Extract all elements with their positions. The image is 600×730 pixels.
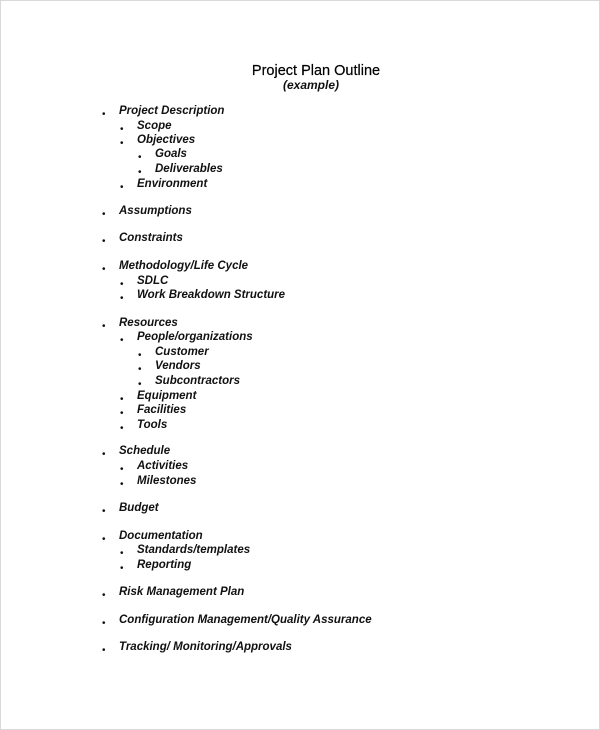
outline-item-level-2: People/organizations bbox=[137, 331, 253, 343]
bullet-icon: • bbox=[120, 335, 124, 346]
outline-item-level-2: Activities bbox=[137, 460, 189, 472]
outline-item-level-1: Schedule bbox=[119, 445, 171, 457]
outline-item-level-1: Configuration Management/Quality Assurance bbox=[119, 614, 372, 626]
bullet-icon: • bbox=[102, 590, 106, 601]
bullet-icon: • bbox=[120, 124, 124, 135]
outline-item-level-2: Milestones bbox=[137, 475, 197, 487]
outline-item-level-2: Scope bbox=[137, 120, 172, 132]
outline-item-level-2: Equipment bbox=[137, 390, 197, 402]
bullet-icon: • bbox=[138, 167, 142, 178]
outline-item-level-1: Project Description bbox=[119, 105, 225, 117]
bullet-icon: • bbox=[102, 209, 106, 220]
bullet-icon: • bbox=[138, 350, 142, 361]
bullet-icon: • bbox=[138, 364, 142, 375]
outline-item-level-2: Facilities bbox=[137, 404, 187, 416]
bullet-icon: • bbox=[120, 563, 124, 574]
bullet-icon: • bbox=[120, 138, 124, 149]
bullet-icon: • bbox=[138, 379, 142, 390]
bullet-icon: • bbox=[138, 152, 142, 163]
outline-item-level-2: Environment bbox=[137, 178, 208, 190]
outline-item-level-3: Vendors bbox=[155, 360, 201, 372]
document-title bbox=[1, 63, 600, 79]
outline-item-level-2: Reporting bbox=[137, 559, 192, 571]
bullet-icon: • bbox=[102, 618, 106, 629]
bullet-icon: • bbox=[120, 182, 124, 193]
outline-item-level-2: SDLC bbox=[137, 275, 169, 287]
bullet-icon: • bbox=[120, 279, 124, 290]
bullet-icon: • bbox=[102, 449, 106, 460]
bullet-icon: • bbox=[102, 321, 106, 332]
outline-item-level-1: Assumptions bbox=[119, 205, 192, 217]
bullet-icon: • bbox=[102, 264, 106, 275]
bullet-icon: • bbox=[120, 293, 124, 304]
bullet-icon: • bbox=[102, 236, 106, 247]
bullet-icon: • bbox=[120, 479, 124, 490]
bullet-icon: • bbox=[120, 423, 124, 434]
bullet-icon: • bbox=[102, 506, 106, 517]
outline-item-level-2: Tools bbox=[137, 419, 168, 431]
outline-item-level-2: Standards/templates bbox=[137, 544, 251, 556]
subtitle-text: (example) bbox=[282, 78, 340, 92]
outline-item-level-2: Objectives bbox=[137, 134, 196, 146]
outline-item-level-1: Tracking/ Monitoring/Approvals bbox=[119, 641, 292, 653]
outline-item-level-3: Customer bbox=[155, 346, 209, 358]
bullet-icon: • bbox=[102, 109, 106, 120]
bullet-icon: • bbox=[102, 645, 106, 656]
bullet-icon: • bbox=[120, 548, 124, 559]
bullet-icon: • bbox=[120, 394, 124, 405]
document-subtitle bbox=[1, 78, 600, 92]
outline-item-level-3: Deliverables bbox=[155, 163, 223, 175]
outline-item-level-1: Risk Management Plan bbox=[119, 586, 245, 598]
outline-item-level-1: Constraints bbox=[119, 232, 183, 244]
bullet-icon: • bbox=[120, 464, 124, 475]
bullet-icon: • bbox=[102, 534, 106, 545]
outline-item-level-1: Methodology/Life Cycle bbox=[119, 260, 249, 272]
outline-item-level-3: Goals bbox=[155, 148, 187, 160]
bullet-icon: • bbox=[120, 408, 124, 419]
outline-item-level-1: Documentation bbox=[119, 530, 203, 542]
outline-item-level-1: Budget bbox=[119, 502, 159, 514]
outline-item-level-3: Subcontractors bbox=[155, 375, 240, 387]
title-text: Project Plan Outline bbox=[251, 63, 381, 79]
outline-item-level-1: Resources bbox=[119, 317, 178, 329]
outline-item-level-2: Work Breakdown Structure bbox=[137, 289, 286, 301]
